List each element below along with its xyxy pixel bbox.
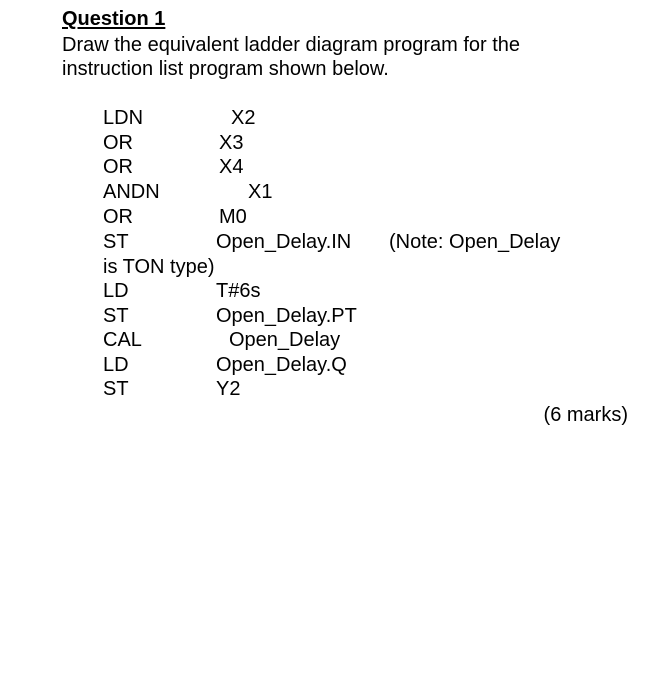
marks-label: (6 marks) bbox=[543, 404, 628, 426]
instruction-op: OR bbox=[103, 132, 133, 154]
instruction-operand: X1 bbox=[248, 181, 273, 203]
instruction-row bbox=[0, 131, 659, 156]
instruction-op: CAL bbox=[103, 329, 142, 351]
question-prompt-line-2: instruction list program shown below. bbox=[62, 58, 389, 80]
instruction-row bbox=[0, 180, 659, 205]
instruction-row bbox=[0, 155, 659, 180]
instruction-op: ST bbox=[103, 378, 129, 400]
instruction-operand: X4 bbox=[219, 156, 244, 178]
instruction-operand: X2 bbox=[231, 107, 256, 129]
instruction-row bbox=[0, 106, 659, 131]
instruction-op: OR bbox=[103, 156, 133, 178]
instruction-op: ST bbox=[103, 305, 129, 327]
instruction-op: ANDN bbox=[103, 181, 160, 203]
instruction-op: LD bbox=[103, 280, 129, 302]
instruction-operand: Open_Delay.IN bbox=[216, 231, 352, 253]
instruction-operand: X3 bbox=[219, 132, 244, 154]
instruction-op: OR bbox=[103, 206, 133, 228]
instruction-row bbox=[0, 328, 659, 353]
instruction-operand: Y2 bbox=[216, 378, 241, 400]
instruction-operand: Open_Delay.PT bbox=[216, 305, 357, 327]
instruction-row bbox=[0, 304, 659, 329]
instruction-operand: M0 bbox=[219, 206, 247, 228]
instruction-op: LD bbox=[103, 354, 129, 376]
instruction-note-continuation: is TON type) bbox=[103, 256, 215, 278]
instruction-operand: T#6s bbox=[216, 280, 261, 302]
instruction-row bbox=[0, 279, 659, 304]
instruction-op: ST bbox=[103, 231, 129, 253]
instruction-row bbox=[0, 353, 659, 378]
instruction-operand: Open_Delay bbox=[229, 329, 341, 351]
instruction-note: (Note: Open_Delay bbox=[389, 231, 561, 253]
instruction-row bbox=[0, 205, 659, 230]
instruction-operand: Open_Delay.Q bbox=[216, 354, 347, 376]
question-prompt-line-1: Draw the equivalent ladder diagram program for the bbox=[62, 34, 521, 56]
instruction-op: LDN bbox=[103, 107, 144, 129]
instruction-row bbox=[0, 377, 659, 402]
question-title: Question 1 bbox=[62, 8, 166, 30]
instruction-row bbox=[0, 230, 659, 255]
